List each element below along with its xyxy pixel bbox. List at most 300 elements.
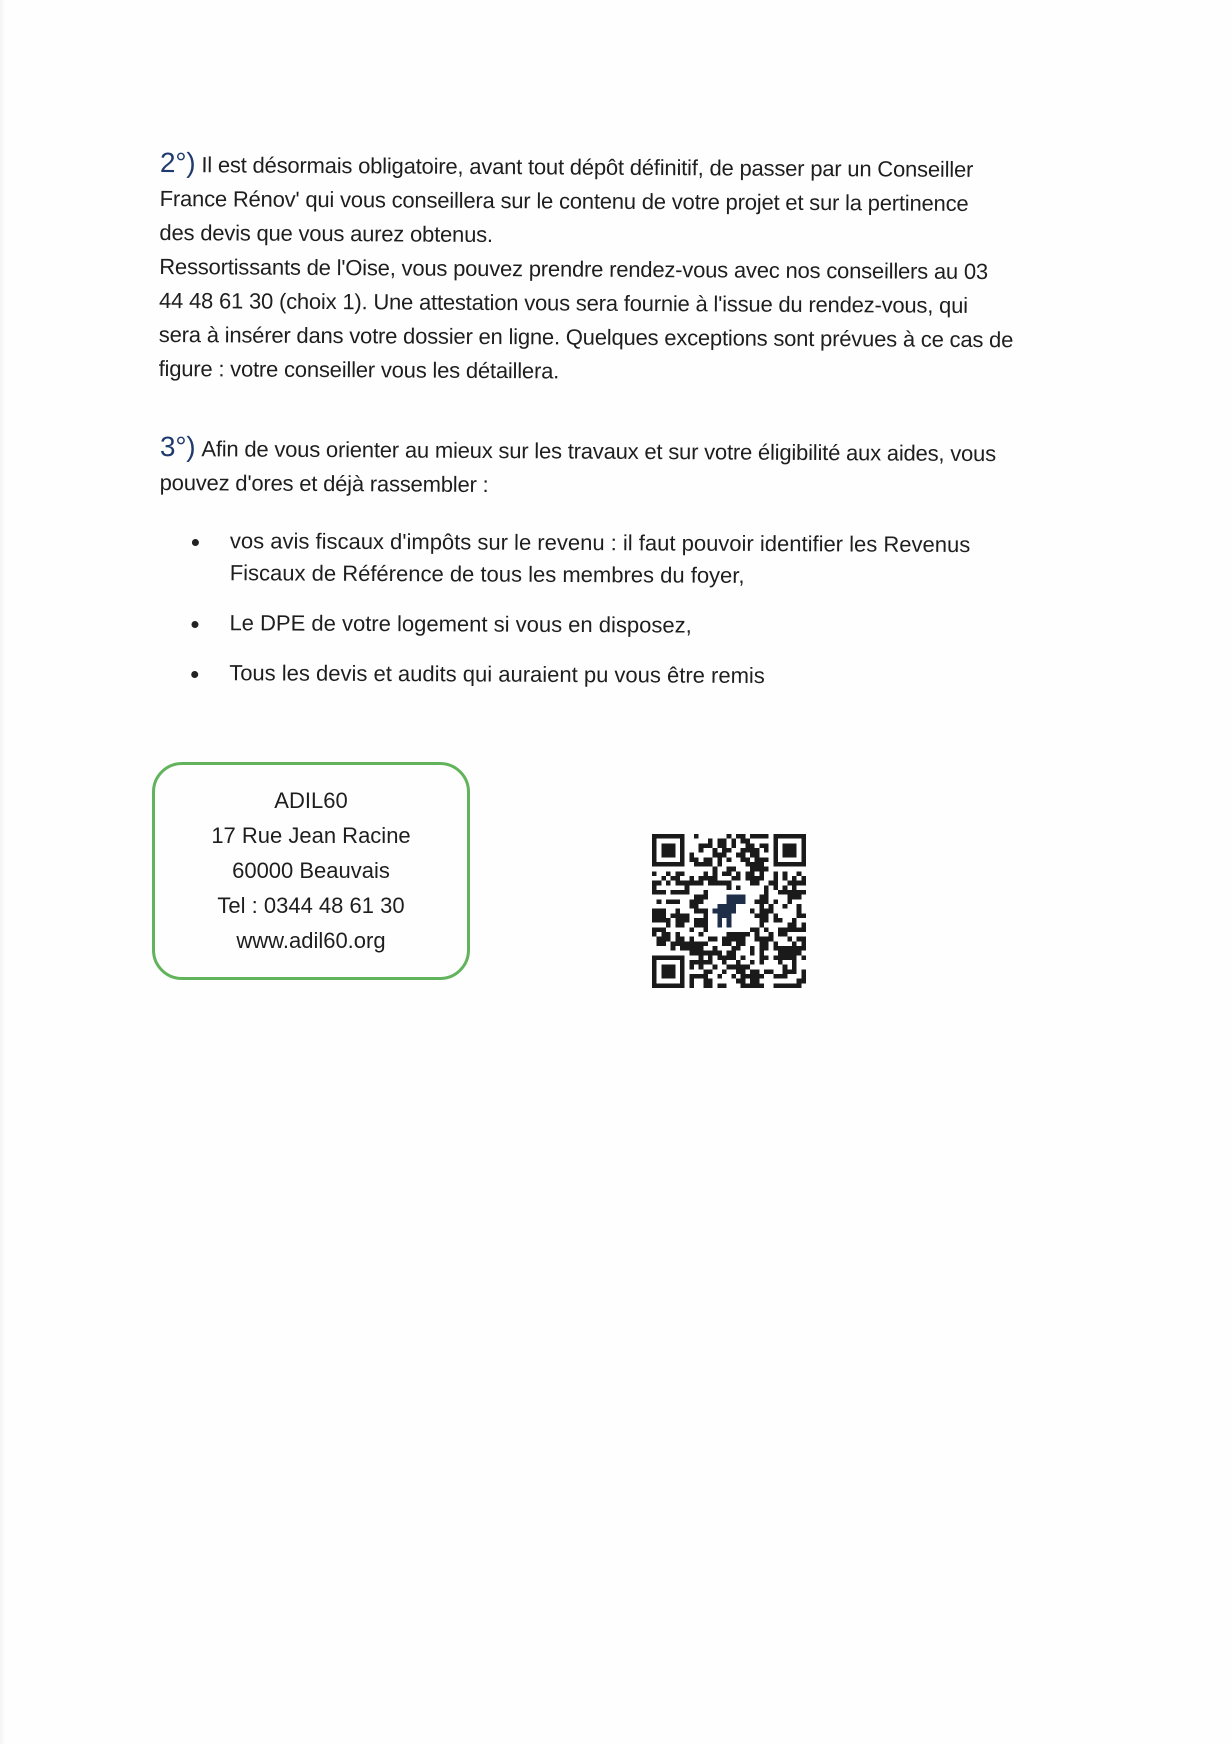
qr-module [759, 951, 764, 956]
qr-module [703, 923, 708, 928]
qr-module [745, 871, 750, 876]
qr-module [727, 848, 732, 853]
qr-module [797, 946, 802, 951]
qr-module [717, 955, 722, 960]
qr-module [797, 937, 802, 942]
qr-module [689, 965, 694, 970]
qr-module [713, 937, 718, 942]
qr-module [764, 969, 769, 974]
qr-module [787, 881, 792, 886]
qr-module [661, 890, 666, 895]
qr-module [671, 876, 676, 881]
qr-module [703, 909, 708, 914]
qr-module [708, 862, 713, 867]
qr-module [801, 881, 806, 886]
qr-module [745, 862, 750, 867]
qr-module [699, 881, 704, 886]
qr-module [741, 834, 746, 839]
qr-module [652, 871, 657, 876]
qr-module [675, 932, 680, 937]
qr-module [755, 969, 760, 974]
qr-module [703, 969, 708, 974]
qr-module [694, 862, 699, 867]
qr-module [685, 881, 690, 886]
qr-module [764, 867, 769, 872]
qr-module [736, 960, 741, 965]
qr-module [666, 899, 671, 904]
qr-module [727, 941, 732, 946]
qr-module [680, 890, 685, 895]
qr-module [773, 899, 778, 904]
qr-module [731, 946, 736, 951]
qr-module [731, 937, 736, 942]
qr-module [797, 895, 802, 900]
qr-module [731, 974, 736, 979]
qr-module [685, 946, 690, 951]
qr-module [736, 965, 741, 970]
qr-module [694, 923, 699, 928]
section-2-line: Ressortissants de l'Oise, vous pouvez prendre rendez-vous avec nos conseillers au 03 [159, 253, 989, 285]
qr-module [652, 913, 657, 918]
qr-module [755, 979, 760, 984]
qr-module [713, 853, 718, 858]
qr-module [787, 890, 792, 895]
qr-module [764, 834, 769, 839]
qr-module [694, 941, 699, 946]
qr-module [773, 941, 778, 946]
qr-module [792, 951, 797, 956]
qr-module [699, 941, 704, 946]
section-2-line: 44 48 61 30 (choix 1). Une attestation vous sera fournie à l'issue du rendez-vous, qui [158, 287, 968, 318]
qr-module [703, 918, 708, 923]
qr-module [755, 974, 760, 979]
qr-module [741, 965, 746, 970]
list-item-text: Fiscaux de Référence de tous les membres du foyer, [229, 560, 745, 588]
qr-module [792, 881, 797, 886]
qr-module [703, 857, 708, 862]
qr-module [741, 937, 746, 942]
qr-module [675, 899, 680, 904]
qr-module [661, 941, 666, 946]
qr-module [745, 848, 750, 853]
qr-module [689, 941, 694, 946]
qr-module [778, 890, 783, 895]
qr-module [797, 927, 802, 932]
qr-module [661, 909, 666, 914]
qr-module [792, 885, 797, 890]
qr-module [736, 946, 741, 951]
qr-module [759, 843, 764, 848]
contact-phone: Tel : 0344 48 61 30 [217, 893, 405, 918]
qr-module [759, 871, 764, 876]
qr-module [764, 843, 769, 848]
qr-module [759, 937, 764, 942]
qr-module [727, 834, 732, 839]
qr-module [755, 867, 760, 872]
qr-module [708, 951, 713, 956]
qr-code-icon[interactable] [652, 834, 806, 988]
list-item-text: Tous les devis et audits qui auraient pu vous être remis [229, 660, 765, 689]
qr-module [671, 890, 676, 895]
qr-module [745, 974, 750, 979]
qr-module [722, 848, 727, 853]
qr-module [759, 909, 764, 914]
qr-module [713, 871, 718, 876]
qr-module [741, 857, 746, 862]
qr-module [797, 871, 802, 876]
qr-module [741, 839, 746, 844]
qr-module [722, 871, 727, 876]
qr-module [694, 834, 699, 839]
qr-module [764, 913, 769, 918]
qr-module [717, 843, 722, 848]
qr-module [666, 923, 671, 928]
qr-module [764, 927, 769, 932]
qr-module [750, 974, 755, 979]
qr-module [731, 951, 736, 956]
qr-module [699, 951, 704, 956]
section-3-line: pouvez d'ores et déjà rassembler : [159, 469, 489, 498]
qr-module [801, 890, 806, 895]
qr-module [657, 918, 662, 923]
qr-module [699, 974, 704, 979]
list-item-text: Le DPE de votre logement si vous en disposez, [229, 610, 692, 638]
qr-module [722, 941, 727, 946]
qr-module [675, 876, 680, 881]
qr-module [717, 951, 722, 956]
qr-module [699, 895, 704, 900]
qr-module [699, 955, 704, 960]
qr-module [736, 932, 741, 937]
qr-module [801, 979, 806, 984]
qr-module [750, 848, 755, 853]
qr-module [778, 927, 783, 932]
qr-module [792, 960, 797, 965]
qr-module [797, 951, 802, 956]
qr-module [787, 983, 792, 988]
qr-module [764, 937, 769, 942]
qr-module [689, 876, 694, 881]
qr-module [783, 871, 788, 876]
qr-module [792, 895, 797, 900]
qr-module [680, 923, 685, 928]
qr-module [764, 918, 769, 923]
qr-module [801, 955, 806, 960]
qr-module [759, 834, 764, 839]
qr-module [797, 890, 802, 895]
qr-module [750, 951, 755, 956]
qr-module [764, 909, 769, 914]
qr-module [722, 853, 727, 858]
qr-module [759, 955, 764, 960]
qr-module [727, 951, 732, 956]
qr-module [764, 890, 769, 895]
section-2-line: figure : votre conseiller vous les détaillera. [158, 355, 560, 384]
qr-module [699, 862, 704, 867]
qr-module [685, 913, 690, 918]
qr-module [787, 946, 792, 951]
qr-module [755, 932, 760, 937]
qr-module [750, 979, 755, 984]
qr-module [680, 941, 685, 946]
qr-module [652, 881, 657, 886]
qr-module [717, 974, 722, 979]
bullet-icon [191, 621, 198, 628]
qr-module [745, 932, 750, 937]
qr-module [671, 913, 676, 918]
section-2-line: France Rénov' qui vous conseillera sur le contenu de votre projet et sur la pertinence [159, 185, 969, 216]
qr-module [769, 881, 774, 886]
qr-module [652, 932, 657, 937]
qr-module [764, 857, 769, 862]
qr-module [680, 913, 685, 918]
qr-module [652, 927, 657, 932]
qr-module [699, 960, 704, 965]
qr-module [783, 890, 788, 895]
section-2-paragraph [159, 146, 1100, 392]
qr-module [703, 895, 708, 900]
contact-city: 60000 Beauvais [232, 858, 390, 883]
qr-module [675, 913, 680, 918]
qr-module [797, 909, 802, 914]
qr-module [750, 983, 755, 988]
qr-module [759, 895, 764, 900]
contact-box [152, 762, 470, 980]
qr-module [699, 899, 704, 904]
qr-module [764, 899, 769, 904]
qr-module [731, 876, 736, 881]
qr-module [680, 937, 685, 942]
qr-module [759, 899, 764, 904]
qr-module [727, 857, 732, 862]
qr-module [652, 918, 657, 923]
qr-module [699, 848, 704, 853]
qr-module [652, 890, 657, 895]
qr-module [727, 885, 732, 890]
qr-module [769, 937, 774, 942]
qr-module [797, 904, 802, 909]
qr-module [745, 839, 750, 844]
qr-module [750, 862, 755, 867]
qr-module [708, 979, 713, 984]
qr-module [722, 881, 727, 886]
qr-module [741, 932, 746, 937]
qr-module [713, 867, 718, 872]
qr-module [689, 857, 694, 862]
qr-module [717, 881, 722, 886]
qr-module [736, 937, 741, 942]
qr-module [801, 923, 806, 928]
qr-module [727, 937, 732, 942]
qr-module [675, 918, 680, 923]
qr-module [778, 983, 783, 988]
qr-module [703, 890, 708, 895]
qr-module [801, 927, 806, 932]
qr-module [717, 983, 722, 988]
qr-module [773, 881, 778, 886]
qr-module [736, 885, 741, 890]
qr-module [727, 881, 732, 886]
qr-module [755, 862, 760, 867]
contact-website-link[interactable]: www.adil60.org [236, 928, 386, 953]
qr-module [657, 899, 662, 904]
qr-module [797, 913, 802, 918]
qr-module [750, 960, 755, 965]
qr-module [703, 979, 708, 984]
qr-module [783, 965, 788, 970]
qr-module [727, 932, 732, 937]
qr-module [713, 951, 718, 956]
qr-module [717, 839, 722, 844]
qr-module [736, 941, 741, 946]
qr-module [680, 946, 685, 951]
qr-module [755, 927, 760, 932]
qr-module [675, 923, 680, 928]
qr-module [792, 946, 797, 951]
qr-module [755, 899, 760, 904]
qr-module [731, 955, 736, 960]
qr-module [694, 918, 699, 923]
qr-module [792, 955, 797, 960]
scan-edge [0, 0, 6, 1744]
qr-module [759, 941, 764, 946]
qr-module [717, 862, 722, 867]
qr-module [759, 960, 764, 965]
qr-module [759, 946, 764, 951]
qr-module [703, 927, 708, 932]
qr-module [745, 843, 750, 848]
qr-module [736, 876, 741, 881]
qr-module [797, 983, 802, 988]
qr-module [792, 941, 797, 946]
qr-module [713, 848, 718, 853]
qr-module [661, 918, 666, 923]
qr-module [689, 881, 694, 886]
qr-module [694, 960, 699, 965]
qr-module [680, 881, 685, 886]
qr-module [727, 955, 732, 960]
qr-module [750, 867, 755, 872]
qr-module [699, 909, 704, 914]
qr-module [685, 918, 690, 923]
qr-module [778, 918, 783, 923]
qr-module [773, 918, 778, 923]
qr-module [787, 969, 792, 974]
qr-module [727, 965, 732, 970]
list-item [189, 607, 1089, 644]
qr-module [755, 848, 760, 853]
qr-module [801, 876, 806, 881]
qr-module [666, 932, 671, 937]
qr-module [741, 974, 746, 979]
qr-module [661, 876, 666, 881]
qr-module [792, 918, 797, 923]
qr-module [773, 913, 778, 918]
qr-module [680, 871, 685, 876]
qr-module [769, 904, 774, 909]
qr-module [773, 955, 778, 960]
qr-module [666, 871, 671, 876]
qr-module [713, 946, 718, 951]
qr-module [769, 969, 774, 974]
qr-module [703, 913, 708, 918]
qr-module [759, 974, 764, 979]
qr-module [713, 876, 718, 881]
qr-module [801, 969, 806, 974]
qr-module [685, 941, 690, 946]
qr-module [797, 881, 802, 886]
bullet-icon [191, 671, 198, 678]
qr-module [708, 983, 713, 988]
qr-module [736, 969, 741, 974]
qr-module [741, 955, 746, 960]
qr-module [661, 937, 666, 942]
qr-module [727, 867, 732, 872]
qr-module [685, 890, 690, 895]
qr-module [671, 946, 676, 951]
qr-module [783, 955, 788, 960]
qr-module [722, 937, 727, 942]
qr-module [801, 974, 806, 979]
qr-module [783, 927, 788, 932]
qr-module [764, 955, 769, 960]
qr-module [661, 927, 666, 932]
qr-module [675, 881, 680, 886]
qr-module [703, 951, 708, 956]
bullet-icon [192, 539, 199, 546]
qr-module [722, 960, 727, 965]
qr-module [759, 857, 764, 862]
qr-module [750, 909, 755, 914]
list-item [189, 657, 1089, 694]
qr-module [773, 946, 778, 951]
qr-module [759, 862, 764, 867]
qr-module [689, 974, 694, 979]
qr-module [764, 895, 769, 900]
qr-module [787, 895, 792, 900]
qr-module [783, 969, 788, 974]
qr-module [745, 876, 750, 881]
qr-module [708, 839, 713, 844]
qr-module [727, 871, 732, 876]
qr-module [713, 881, 718, 886]
qr-module [708, 955, 713, 960]
qr-module [783, 951, 788, 956]
qr-module [745, 857, 750, 862]
qr-module [657, 941, 662, 946]
qr-module [708, 857, 713, 862]
qr-module [755, 834, 760, 839]
qr-module [699, 918, 704, 923]
section-3-number: 3°) [159, 430, 196, 463]
qr-module [694, 951, 699, 956]
qr-module [731, 843, 736, 848]
qr-module [755, 881, 760, 886]
qr-module [694, 857, 699, 862]
qr-module [680, 918, 685, 923]
qr-module [787, 923, 792, 928]
qr-module [778, 974, 783, 979]
qr-module [792, 876, 797, 881]
qr-module [657, 913, 662, 918]
qr-module [750, 927, 755, 932]
qr-module [722, 843, 727, 848]
qr-module [703, 843, 708, 848]
section-2-line: des devis que vous aurez obtenus. [159, 219, 493, 248]
qr-module [778, 960, 783, 965]
qr-module [666, 881, 671, 886]
section-2-line: sera à insérer dans votre dossier en ligne. Quelques exceptions sont prévues à ce cas de [158, 321, 1014, 353]
